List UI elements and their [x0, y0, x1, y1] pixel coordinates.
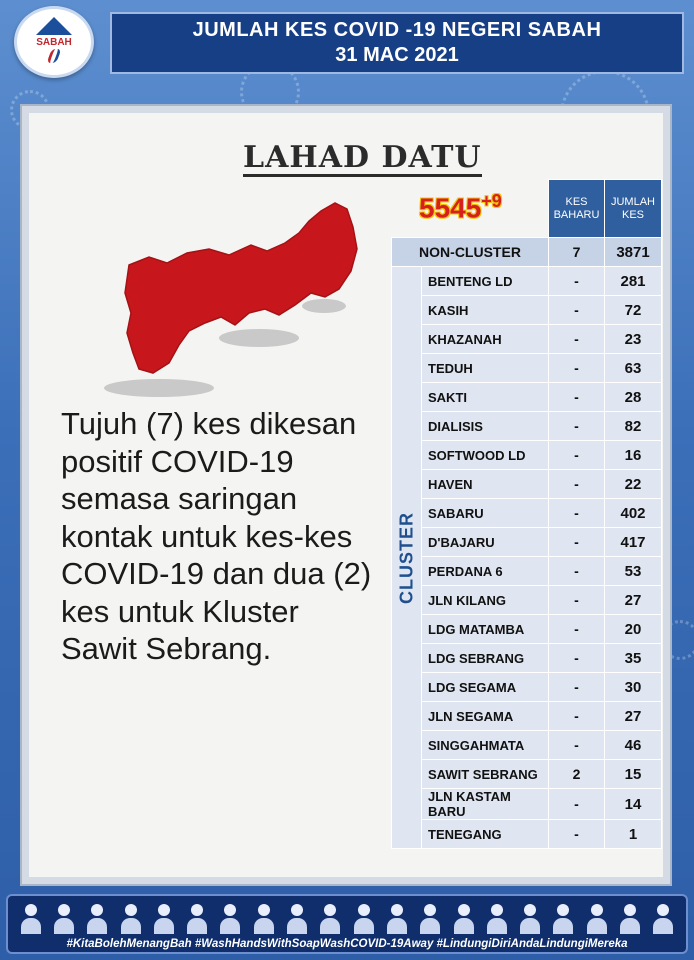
non-cluster-row — [392, 238, 662, 267]
cluster-label: CLUSTER — [396, 511, 416, 604]
frontliner-icons — [8, 896, 686, 934]
cluster-new-cases: - — [549, 673, 605, 702]
table-row — [392, 557, 662, 586]
cluster-name: JLN KILANG — [422, 586, 549, 615]
cluster-new-cases: - — [549, 412, 605, 441]
person-icon — [53, 904, 75, 934]
logo-text: SABAH — [36, 37, 72, 48]
total-count: 5545 — [419, 192, 482, 224]
person-icon — [286, 904, 308, 934]
cluster-total-cases: 417 — [605, 528, 662, 557]
page-title: JUMLAH KES COVID -19 NEGERI SABAH — [192, 19, 602, 41]
cluster-name: SINGGAHMATA — [422, 731, 549, 760]
person-icon — [253, 904, 275, 934]
cluster-total-cases: 20 — [605, 615, 662, 644]
cluster-total-cases: 23 — [605, 325, 662, 354]
cluster-new-cases: 2 — [549, 760, 605, 789]
person-icon — [86, 904, 108, 934]
district-title: LAHAD DATU — [243, 140, 482, 175]
cluster-total-cases: 72 — [605, 296, 662, 325]
person-icon — [419, 904, 441, 934]
cluster-total-cases: 14 — [605, 789, 662, 820]
map-shape — [125, 203, 357, 373]
district-map — [89, 193, 389, 413]
cluster-new-cases: - — [549, 354, 605, 383]
footer-banner — [6, 894, 688, 954]
table-row — [392, 586, 662, 615]
person-icon — [386, 904, 408, 934]
person-icon — [353, 904, 375, 934]
person-icon — [586, 904, 608, 934]
cluster-group-cell — [392, 267, 422, 849]
cluster-name: LDG MATAMBA — [422, 615, 549, 644]
hashtags: #KitaBolehMenangBah #WashHandsWithSoapWashCOVID-19Away #LindungiDiriAndaLindungiMereka — [66, 938, 628, 950]
cluster-name: LDG SEGAMA — [422, 673, 549, 702]
table-row — [392, 499, 662, 528]
person-icon — [486, 904, 508, 934]
sabah-logo — [14, 6, 94, 78]
table-row — [392, 789, 662, 820]
cluster-new-cases: - — [549, 470, 605, 499]
case-description: Tujuh (7) kes dikesan positif COVID-19 semasa saringan kontak untuk kes-kes COVID-19 dan dua (2) kes untuk Kluster Sawit Sebrang. — [61, 406, 372, 666]
cluster-name: KHAZANAH — [422, 325, 549, 354]
cluster-name: SOFTWOOD LD — [422, 441, 549, 470]
header-banner — [110, 12, 684, 74]
cluster-name: TEDUH — [422, 354, 549, 383]
person-icon — [153, 904, 175, 934]
person-icon — [453, 904, 475, 934]
map-shadow — [302, 299, 346, 313]
cluster-total-cases: 1 — [605, 820, 662, 849]
cluster-new-cases: - — [549, 702, 605, 731]
table-row — [392, 267, 662, 296]
cluster-total-cases: 27 — [605, 702, 662, 731]
cluster-rows — [392, 267, 662, 849]
cluster-name: JLN SEGAMA — [422, 702, 549, 731]
cluster-name: SAWIT SEBRANG — [422, 760, 549, 789]
cluster-new-cases: - — [549, 586, 605, 615]
cluster-total-cases: 281 — [605, 267, 662, 296]
table-row — [392, 820, 662, 849]
cluster-new-cases: - — [549, 789, 605, 820]
cluster-total-cases: 53 — [605, 557, 662, 586]
table-header-row — [392, 180, 662, 238]
cluster-total-cases: 30 — [605, 673, 662, 702]
main-panel — [22, 106, 670, 884]
non-cluster-new: 7 — [549, 238, 605, 267]
col-total-header: JUMLAH KES — [605, 180, 662, 238]
person-icon — [319, 904, 341, 934]
cluster-total-cases: 27 — [605, 586, 662, 615]
cluster-total-cases: 46 — [605, 731, 662, 760]
table-row — [392, 325, 662, 354]
table-row — [392, 644, 662, 673]
cluster-total-cases: 402 — [605, 499, 662, 528]
table-row — [392, 470, 662, 499]
cluster-total-cases: 82 — [605, 412, 662, 441]
map-shadow — [219, 329, 299, 347]
mountain-icon — [36, 17, 72, 35]
person-icon — [519, 904, 541, 934]
table-row — [392, 383, 662, 412]
cluster-total-cases: 35 — [605, 644, 662, 673]
cluster-new-cases: - — [549, 644, 605, 673]
cluster-new-cases: - — [549, 383, 605, 412]
swirl-icon — [46, 49, 61, 63]
cluster-new-cases: - — [549, 441, 605, 470]
table-row — [392, 528, 662, 557]
person-icon — [186, 904, 208, 934]
table-row — [392, 354, 662, 383]
cluster-name: PERDANA 6 — [422, 557, 549, 586]
cluster-name: JLN KASTAM BARU — [422, 789, 549, 820]
cluster-name: LDG SEBRANG — [422, 644, 549, 673]
col-new-header: KES BAHARU — [549, 180, 605, 238]
non-cluster-label: NON-CLUSTER — [392, 238, 549, 267]
person-icon — [619, 904, 641, 934]
report-date: 31 MAC 2021 — [335, 44, 459, 66]
cluster-total-cases: 16 — [605, 441, 662, 470]
cluster-total-cases: 22 — [605, 470, 662, 499]
table-row — [392, 296, 662, 325]
cluster-total-cases: 28 — [605, 383, 662, 412]
cases-table — [391, 179, 662, 849]
person-icon — [120, 904, 142, 934]
cluster-new-cases: - — [549, 325, 605, 354]
cluster-total-cases: 15 — [605, 760, 662, 789]
cluster-new-cases: - — [549, 615, 605, 644]
person-icon — [20, 904, 42, 934]
person-icon — [219, 904, 241, 934]
cluster-new-cases: - — [549, 528, 605, 557]
total-increase: +9 — [481, 191, 502, 211]
cluster-name: KASIH — [422, 296, 549, 325]
cluster-name: DIALISIS — [422, 412, 549, 441]
cluster-new-cases: - — [549, 557, 605, 586]
cluster-name: TENEGANG — [422, 820, 549, 849]
cluster-new-cases: - — [549, 267, 605, 296]
person-icon — [652, 904, 674, 934]
cluster-name: BENTENG LD — [422, 267, 549, 296]
table-row — [392, 615, 662, 644]
cluster-new-cases: - — [549, 296, 605, 325]
table-row — [392, 760, 662, 789]
cluster-new-cases: - — [549, 820, 605, 849]
table-row — [392, 731, 662, 760]
cluster-name: SABARU — [422, 499, 549, 528]
cluster-new-cases: - — [549, 731, 605, 760]
table-row — [392, 673, 662, 702]
table-row — [392, 702, 662, 731]
map-shadow — [104, 379, 214, 397]
cluster-name: SAKTI — [422, 383, 549, 412]
table-row — [392, 412, 662, 441]
table-row — [392, 441, 662, 470]
non-cluster-total: 3871 — [605, 238, 662, 267]
cluster-new-cases: - — [549, 499, 605, 528]
cluster-name: HAVEN — [422, 470, 549, 499]
cluster-total-cases: 63 — [605, 354, 662, 383]
person-icon — [552, 904, 574, 934]
cluster-name: D'BAJARU — [422, 528, 549, 557]
